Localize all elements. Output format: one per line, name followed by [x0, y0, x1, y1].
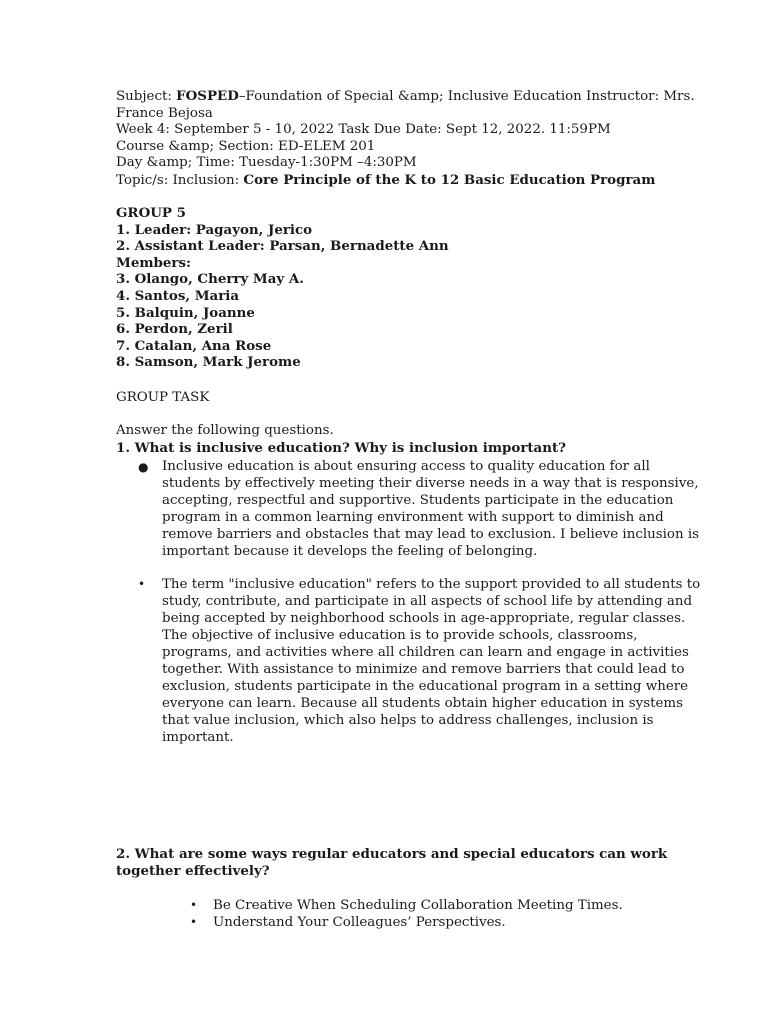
member-item: 3. Olango, Cherry May A.	[116, 271, 304, 288]
answer-1-text	[162, 458, 699, 560]
week-line: Week 4: September 5 - 10, 2022 Task Due Date: Sept 12, 2022. 11:59PM	[116, 122, 611, 138]
answer-line: accepting, respectful and supportive. Students participate in the education	[162, 493, 674, 508]
subject-line	[116, 88, 695, 106]
answer-2-text	[162, 576, 701, 746]
answer-line: program in a common learning environment with support to diminish and	[162, 510, 664, 525]
bullet-icon: •	[190, 915, 198, 929]
topic-label: Topic/s: Inclusion:	[116, 172, 240, 188]
topic-line	[116, 172, 656, 190]
course-line: Course &amp; Section: ED-ELEM 201	[116, 138, 376, 154]
member-item: 5. Balquin, Joanne	[116, 304, 255, 321]
answer-line: important because it develops the feeling of belonging.	[162, 544, 538, 559]
topic-title: Core Principle of the K to 12 Basic Education Program	[243, 171, 656, 188]
answer-line: exclusion, students participate in the educational program in a setting where	[162, 679, 689, 694]
answer-line: The objective of inclusive education is to provide schools, classrooms,	[162, 628, 638, 643]
question-1: 1. What is inclusive education? Why is inclusion important?	[116, 439, 566, 456]
day-time-line: Day &amp; Time: Tuesday-1:30PM –4:30PM	[116, 155, 417, 171]
member-item: 6. Perdon, Zeril	[116, 321, 233, 338]
bullet-icon: ●	[138, 460, 149, 474]
member-item: 7. Catalan, Ana Rose	[116, 337, 272, 354]
answer-line: everyone can learn. Because all students obtain higher education in systems	[162, 696, 683, 711]
answer-line: being accepted by neighborhood schools in age-appropriate, regular classes.	[162, 611, 686, 626]
answer-line: together. With assistance to minimize and remove barriers that could lead to	[162, 662, 685, 677]
question-2-block	[116, 846, 668, 879]
member-item: 8. Samson, Mark Jerome	[116, 354, 301, 371]
group-task-title: GROUP TASK	[116, 390, 210, 405]
group-task-title-block	[116, 390, 656, 407]
answer-q2-item	[0, 914, 768, 931]
subject-code: FOSPED	[176, 88, 239, 104]
answer-line: students by effectively meeting their diverse needs in a way that is responsive,	[162, 476, 699, 491]
answer-q2-list	[0, 897, 768, 931]
group-leader: 1. Leader: Pagayon, Jerico	[116, 221, 313, 238]
task-instruction: Answer the following questions.	[116, 423, 334, 438]
question-1-block	[116, 423, 656, 456]
answer-q2-text: Be Creative When Scheduling Collaboration Meeting Times.	[213, 898, 623, 913]
answer-line: important.	[162, 730, 234, 745]
subject-label: Subject:	[116, 89, 172, 104]
group-block	[116, 205, 656, 371]
bullet-icon: •	[138, 577, 146, 591]
header-block	[116, 88, 695, 190]
question-2-line-2: together effectively?	[116, 862, 270, 879]
group-title: GROUP 5	[116, 205, 186, 221]
answer-line: The term "inclusive education" refers to the support provided to all students to	[162, 577, 701, 592]
bullet-icon: •	[190, 898, 198, 912]
members-label: Members:	[116, 254, 191, 271]
answer-line: study, contribute, and participate in all aspects of school life by attending and	[162, 594, 693, 609]
instructor-name: France Bejosa	[116, 105, 213, 121]
answer-q2-text: Understand Your Colleagues’ Perspectives.	[213, 915, 506, 930]
member-item: 4. Santos, Maria	[116, 287, 240, 304]
answer-line: programs, and activities where all children can learn and engage in activities	[162, 645, 689, 660]
answer-q2-item	[0, 897, 768, 914]
group-assistant-leader: 2. Assistant Leader: Parsan, Bernadette Ann	[116, 238, 449, 255]
subject-description: –Foundation of Special &amp; Inclusive Education Instructor: Mrs.	[238, 89, 695, 104]
answer-line: that value inclusion, which also helps to address challenges, inclusion is	[162, 713, 654, 728]
question-2-line-1: 2. What are some ways regular educators and special educators can work	[116, 846, 668, 862]
answer-line: remove barriers and obstacles that may lead to exclusion. I believe inclusion is	[162, 527, 699, 542]
answer-line: Inclusive education is about ensuring access to quality education for all	[162, 459, 650, 474]
